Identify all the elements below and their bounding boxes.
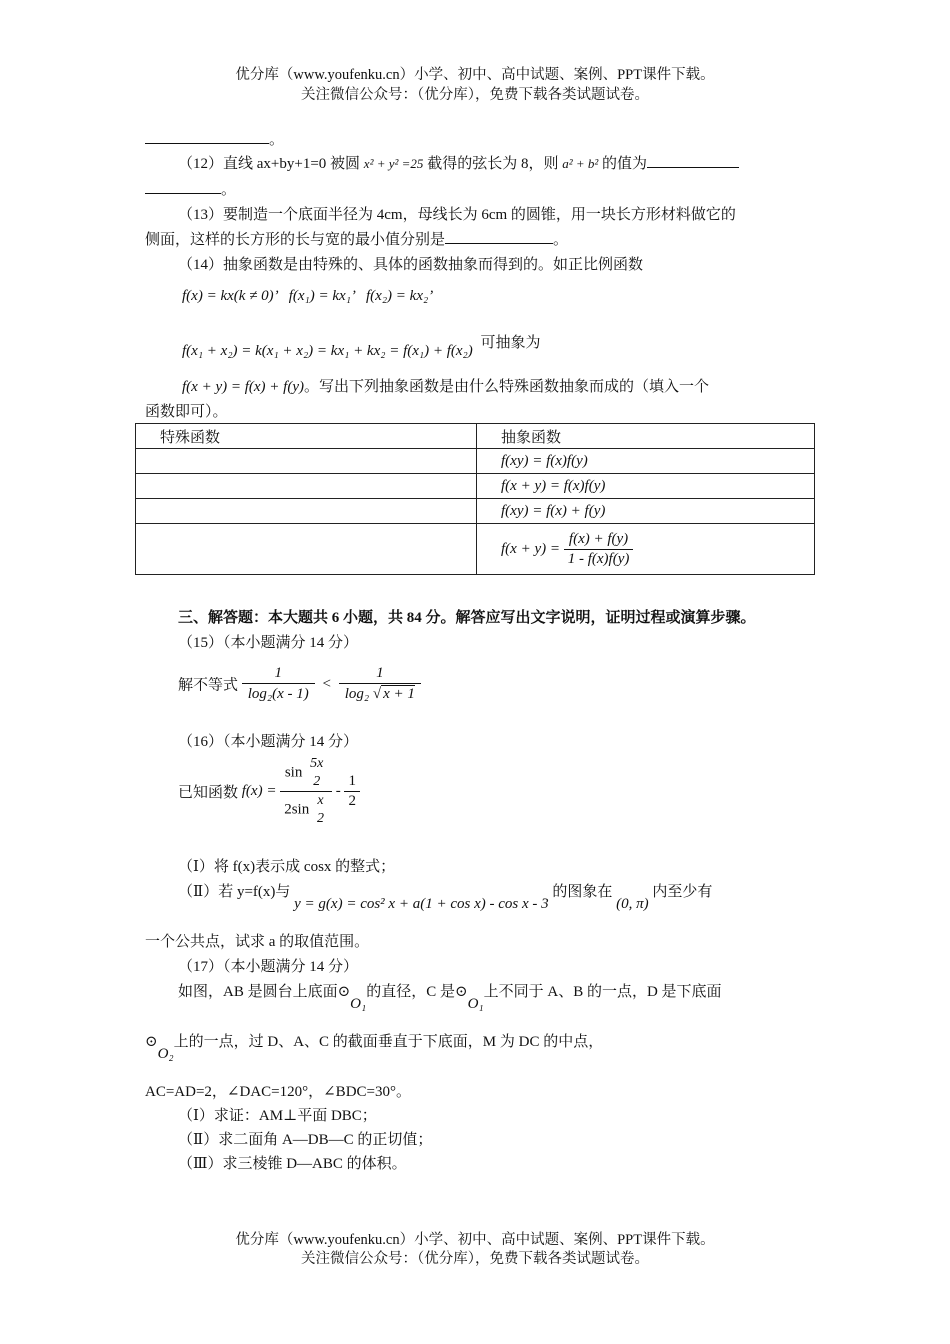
q16-part1: （Ⅰ）将 f(x)表示成 cosx 的整式； xyxy=(178,859,396,875)
q16-part2-line2: 一个公共点，试求 a 的取值范围。 xyxy=(145,934,370,950)
q17-part2: （Ⅱ）求二面角 A—DB—C 的正切值； xyxy=(178,1132,433,1148)
q14-formula-row1: f(x) = kx(k ≠ 0)’ f(x₁) = kx₁’ f(x₂) = kx₂’ xyxy=(182,288,434,304)
q16-function: 已知函数 f(x) = sin 5x 2 2sin x 2 - $\frac{1}{2}$ xyxy=(178,756,360,827)
q17-head: （17）（本小题满分 14 分） xyxy=(178,959,359,975)
page-header-line2: 关注微信公众号：（优分库），免费下载各类试题试卷。 xyxy=(301,87,649,103)
section3-title: 三、解答题：本大题共 6 小题，共 84 分。解答应写出文字说明，证明过程或演算步骤。 xyxy=(178,610,756,626)
table-cell-blank xyxy=(136,524,477,575)
table-header-abstract: 抽象函数 xyxy=(477,424,815,449)
q17-line1: 如图，AB 是圆台上底面⊙O₁的直径，C 是⊙O₁上不同于 A、B 的一点，D 是下底面 xyxy=(178,984,722,1012)
q13-line2: 侧面，这样的长方形的长与宽的最小值分别是 。 xyxy=(145,228,568,249)
table-cell-abstract: f(xy) = f(x) + f(y) xyxy=(477,499,815,524)
q12-blank-2 xyxy=(145,179,221,194)
q12-expr: a² + b² xyxy=(562,156,599,171)
table-cell-blank xyxy=(136,474,477,499)
q15-frac-left: $\frac{1}{\text{log₂(x - 1)}}$ xyxy=(242,665,315,703)
q12-line1: （12）直线 ax+by+1=0 被圆 x² + y² =25 截得的弦长为 8，则 a² + b² 的值为 xyxy=(178,152,739,173)
table-row xyxy=(136,499,815,524)
q16-head: （16）（本小题满分 14 分） xyxy=(178,734,359,750)
table-row xyxy=(136,449,815,474)
q14-formula-row2: f(x₁ + x₂) = k(x₁ + x₂) = kx₁ + kx₂ = f(x₁) + f(x₂) 可抽象为 xyxy=(182,335,541,359)
q16-main-fraction: sin 5x 2 2sin x 2 xyxy=(280,756,332,827)
q13-line1: （13）要制造一个底面半径为 4cm，母线长为 6cm 的圆锥，用一块长方形材料做它的 xyxy=(178,207,736,223)
q17-part1: （Ⅰ）求证：AM⊥平面 DBC； xyxy=(178,1108,377,1124)
page-header-line1: 优分库（www.youfenku.cn）小学、初中、高中试题、案例、PPT课件下载。 xyxy=(235,67,715,83)
q11-answer-line: 。 xyxy=(145,128,284,149)
q17-line3: AC=AD=2，∠DAC=120°，∠BDC=30°。 xyxy=(145,1084,411,1100)
table-cell-blank xyxy=(136,499,477,524)
q15-head: （15）（本小题满分 14 分） xyxy=(178,635,359,651)
q17-part3: （Ⅲ）求三棱锥 D—ABC 的体积。 xyxy=(178,1156,407,1172)
q17-line2: ⊙O₂上的一点，过 D、A、C 的截面垂直于下底面，M 为 DC 的中点， xyxy=(145,1034,604,1062)
q12-blank-1 xyxy=(647,153,739,168)
table-cell-blank xyxy=(136,449,477,474)
function-table xyxy=(135,423,815,575)
table-cell-abstract: f(x + y) = f(x)f(y) xyxy=(477,474,815,499)
q12-line2: 。 xyxy=(145,178,236,199)
q15-body: 解不等式 $\frac{1}{\text{log₂(x - 1)}}$ < $\frac{1}{\text{log₂ √ x + 1}}$ xyxy=(178,665,421,703)
q16-part2: （Ⅱ）若 y=f(x)与 y = g(x) = cos² x + a(1 + cos x) - cos x - 3 的图象在 (0, π) 内至少有 xyxy=(178,884,713,912)
q13-blank xyxy=(445,229,553,244)
table-cell-abstract-fraction: f(x + y) = $\frac{f(x) + f(y)}{1 - f(x)f(y)}$ xyxy=(477,524,815,575)
table-row xyxy=(136,524,815,575)
page-footer-line1: 优分库（www.youfenku.cn）小学、初中、高中试题、案例、PPT课件下载。 xyxy=(235,1232,715,1248)
q14-line1: （14）抽象函数是由特殊的、具体的函数抽象而得到的。如正比例函数 xyxy=(178,257,644,273)
page-footer-line2: 关注微信公众号：（优分库），免费下载各类试题试卷。 xyxy=(301,1251,649,1267)
table-cell-abstract: f(xy) = f(x)f(y) xyxy=(477,449,815,474)
q14-line4: f(x + y) = f(x) + f(y)。写出下列抽象函数是由什么特殊函数抽象而成的（填入一个 xyxy=(182,379,709,395)
q15-frac-right: $\frac{1}{\text{log₂ √ x + 1}}$ xyxy=(339,665,421,703)
table-row xyxy=(136,474,815,499)
table-header-special: 特殊函数 xyxy=(136,424,477,449)
q12-circle-eq: x² + y² =25 xyxy=(363,156,424,171)
q16-half: $\frac{1}{2}$ xyxy=(344,773,360,810)
table-header-row xyxy=(136,424,815,449)
q14-line5: 函数即可）。 xyxy=(145,404,228,420)
q11-blank xyxy=(145,129,269,144)
